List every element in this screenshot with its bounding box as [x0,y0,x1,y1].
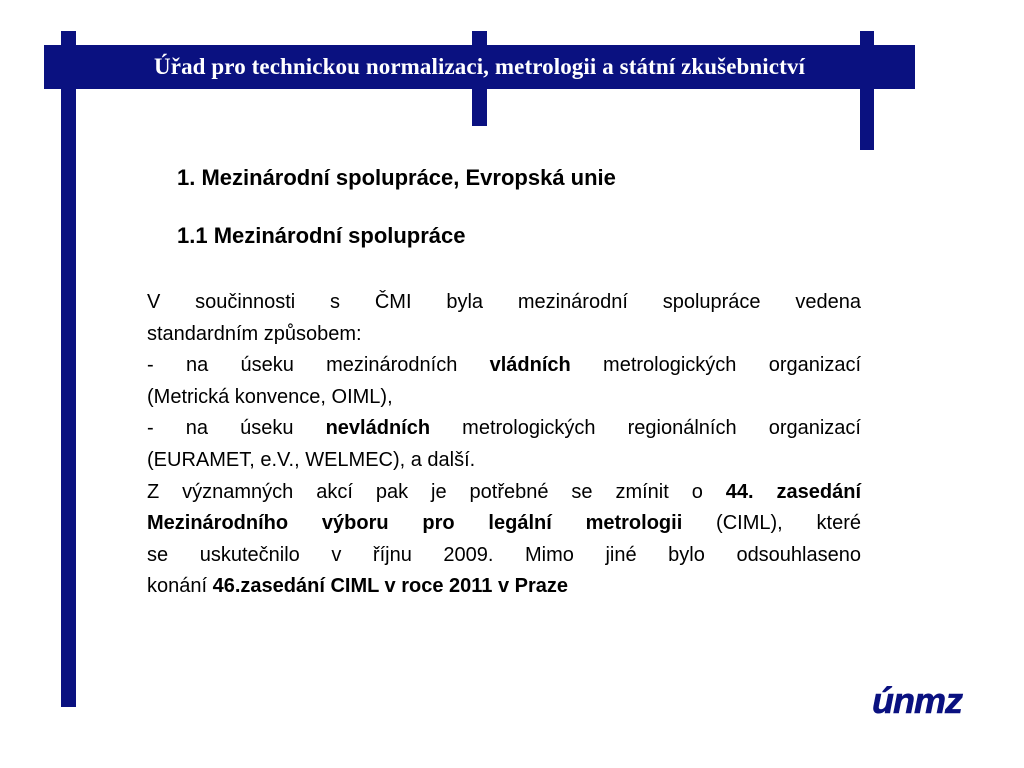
body-line: V součinnosti s ČMI byla mezinárodní spolupráce vedena [147,291,861,313]
header-banner [44,45,915,89]
subsection-heading: 1.1 Mezinárodní spolupráce [177,223,466,248]
section-heading: 1. Mezinárodní spolupráce, Evropská unie [177,165,616,190]
body-line: (Metrická konvence, OIML), [147,385,393,408]
body-paragraph [147,287,861,603]
body-line: - na úseku mezinárodních vládních metrologických organizací [147,354,861,377]
unmz-logo [858,680,976,720]
logo-text: únmz [872,680,962,720]
body-line: Mezinárodního výboru pro legální metrologii (CIML), které [147,512,861,535]
body-line: Z významných akcí pak je potřebné se zmínit o 44. zasedání [147,480,861,503]
body-line: - na úseku nevládních metrologických regionálních organizací [147,417,861,440]
body-line: standardním způsobem: [147,322,362,345]
body-line: se uskutečnilo v říjnu 2009. Mimo jiné bylo odsouhlaseno [147,543,861,566]
left-decorative-bar [61,31,76,707]
body-line: (EURAMET, e.V., WELMEC), a další. [147,448,476,471]
body-line: konání 46.zasedání CIML v roce 2011 v Praze [147,575,568,598]
header-title: Úřad pro technickou normalizaci, metrologii a státní zkušebnictví [154,54,805,79]
